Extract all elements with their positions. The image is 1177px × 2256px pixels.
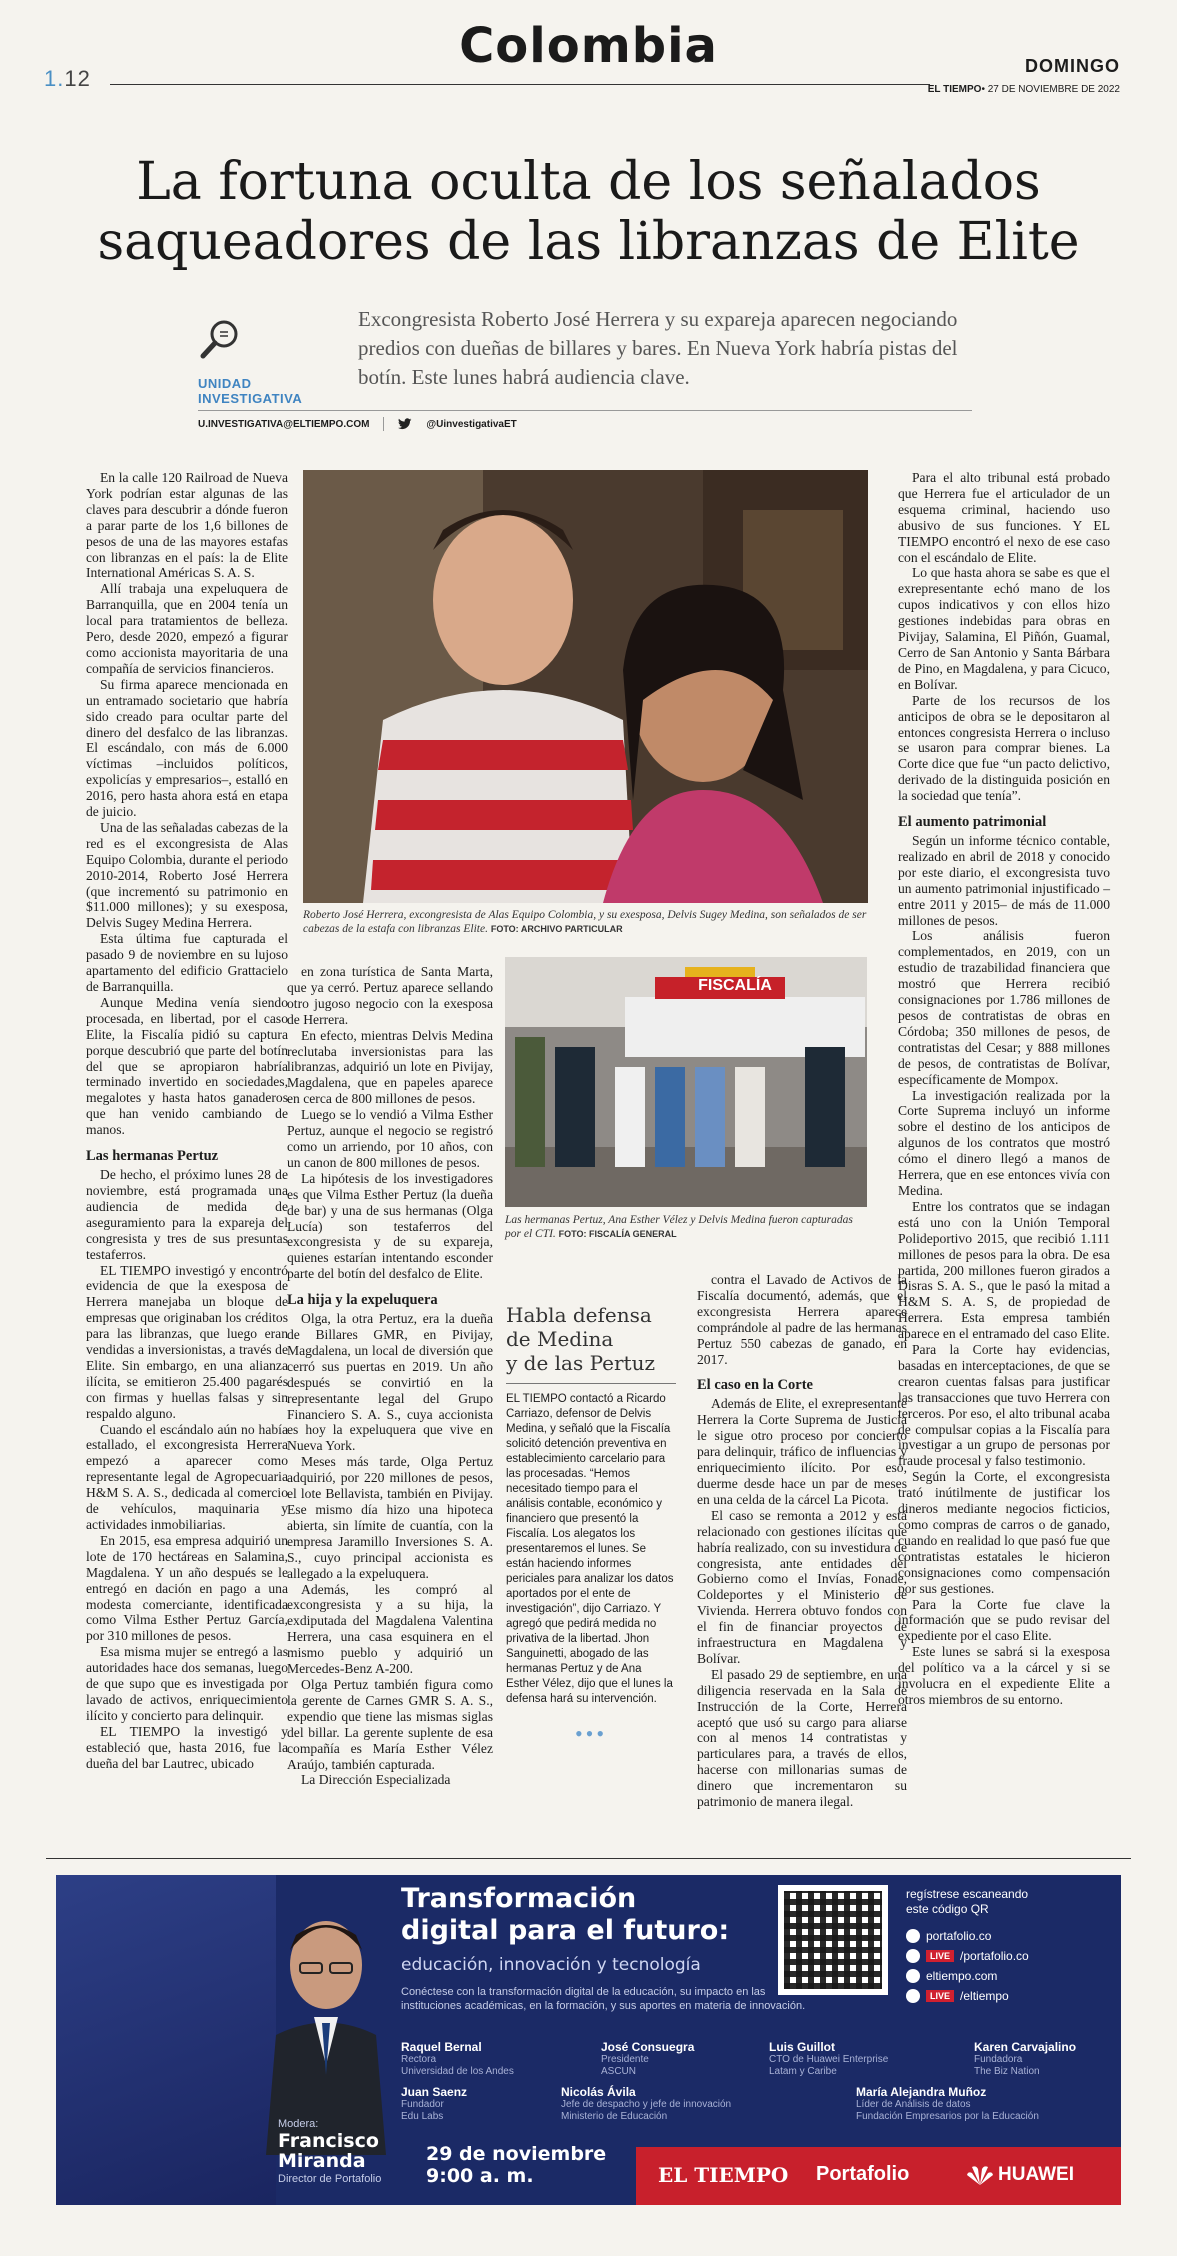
speaker-card: Nicolás Ávila Jefe de despacho y jefe de innovación Ministerio de Educación [561,2085,732,2122]
subhead-corte: El caso en la Corte [697,1377,813,1394]
contact-bar [198,410,972,431]
huawei-logo-icon [966,2163,994,2187]
brand-portafolio: Portafolio [816,2163,910,2185]
globe-icon [906,1969,920,1983]
section-title: Colombia [459,18,718,74]
qr-code[interactable] [778,1885,888,1995]
sponsor-bar [636,2147,1121,2205]
subhead-aumento: El aumento patrimonial [898,814,1047,831]
ad-graphic-panel [56,1875,276,2205]
article-column-2: en zona turística de Santa Marta, que ya cerró. Pertuz aparece sellando otro jugoso negocio con la exesposa de Herrera. En efecto, mientras Delvis Medina reclutaba inversionistas para las libranzas, adquirió un lote en Pivijay, Magdalena, que en papeles aparece en cerca de 800 millones de pesos. Luego se lo vendió a Vilma Esther Pertuz, aunque el negocio se registró como un arriendo, por 10 años, con un canon de 800 millones de pesos. La hipótesis de los investigadores es que Vilma Esther Pertuz (la dueña de bar) y una de sus hermanas (Olga Lucía) son testaferros del excongresista y de su expareja, quienes estarían intentando esconder parte del botín del desfalco de Elite. La hija y la expeluquera Olga, la otra Pertuz, era la dueña de Billares GMR, en Pivijay, Magdalena, un local de diversión que cerró sus puertas en 2019. Un año después se convirtió en la representante legal del Grupo Financiero S. A. S., cuya accionista es hoy la expeluquera que vive en Nueva York. Meses más tarde, Olga Pertuz adquirió, por 220 millones de pesos, el lote Bellavista, también en Pivijay. Ese mismo día hizo una hipoteca abierta, sin límite de cuantía, con la empresa Jaramillo Inversiones S. A. S., cuyo principal accionista es allegado a la expeluquera. Además, les compró al excongresista y a su hija, la exdiputada del Magdalena Valentina Herrera, una casa esquinera en el mismo pueblo y adquirió un Mercedes-Benz A-200. Olga Pertuz también figura como la gerente de Carnes GMR S. A. S., expendio que tiene las mismas siglas del billar. La gerente suplente de esa compañía es María Esther Vélez Araújo, también capturada. La Dirección Especializada [287,964,493,1788]
article-column-4: Para el alto tribunal está probado que Herrera fue el articulador de un esquema criminal, haciendo uso abusivo de sus funciones. Y EL TIEMPO encontró el nexo de ese caso con el escándalo de Elite. Lo que hasta ahora se sabe es que el exrepresentante echó mano de los cupos indicativos y con ellos hizo gestiones indebidas para obras en Pivijay, Salamina, El Piñón, Guamal, Cerro de San Antonio y Santa Bárbara de Pino, en Magdalena, y para Cicuco, en Bolívar. Parte de los recursos de los anticipos de obra se le depositaron al entonces congresista Herrera o incluso se usaron para comprar bienes. La Corte dice que fue “un pacto delictivo, derivado de la distinguida posición en la sociedad que tenía”. El aumento patrimonial Según un informe técnico contable, realizado en abril de 2018 y conocido por este diario, el excongresista tuvo un aumento patrimonial injustificado –entre 2011 y 2015– de más de 11.000 millones de pesos. Los análisis fueron complementados, en 2019, con un estudio de trazabilidad financiera que mostró que Herrera recibió consignaciones por 1.786 millones de pesos de contratistas de obras en Córdoba; 350 millones de pesos, de contratistas del Cesar; y 888 millones de pesos, de contratistas de Bolívar, específicamente de Mompox. La investigación realizada por la Corte Suprema incluyó un informe sobre el destino de los anticipos de algunos de los contratos que mostró cómo el dinero llegó a manos de Herrera, que en ese entonces vivía con Medina. Entre los contratos que se indagan está uno con la Unión Temporal Polideportivo 2015, que recibió 1.111 millones de pesos para la obra. De esa partida, 200 millones fueron girados a Disras S. A. S., que le pasó la mitad a H&M S. A. S, de propiedad de Herrera. Esta empresa también aparece en el entramado del caso Elite. Para la Corte hay evidencias, basadas en interceptaciones, de que se crearon cuentas falsas para justificar las transacciones que tuvo Herrera con terceros. Por eso, el alto tribunal acaba de compulsar copias a la Fiscalía para investigar a un grupo de personas por fraude procesal y falso testimonio. Según la Corte, el excongresista trató inútilmente de justificar los dineros mediante negocios ficticios, como compras de carros o de ganado, cuando en realidad lo que pasó fue que contratistas estatales le hicieron consignaciones como compensación por sus gestiones. Para la Corte fue clave la información que se pudo revisar del expediente por el caso Elite. Este lunes se sabrá si la exesposa del político va a la cárcel y si se involucra en el expediente Elite a otros miembros de su entorno. [898,470,1110,1707]
event-date: 29 de noviembre 9:00 a. m. [426,2143,607,2187]
contact-twitter[interactable]: @UinvestigativaET [426,418,517,430]
event-advertisement[interactable] [56,1875,1121,2205]
ad-separator [46,1858,1131,1859]
speaker-card: Juan Saenz Fundador Edu Labs [401,2085,468,2122]
sidebar-heading: Habla defensa de Medina y de las Pertuz [506,1303,656,1375]
sidebar-text: EL TIEMPO contactó a Ricardo Carriazo, defensor de Delvis Medina, y señaló que la Fiscalía solicitó detención preventiva en establecimiento carcelario para las procesadas. “Hemos necesitado tiempo para el análisis contable, económico y financiero que presentó la Fiscalía. Los alegatos los presentaremos el lunes. Se están haciendo informes periciales para analizar los datos aportados por el ente de investigación”, dijo Carriazo. Y agregó que pedirá medida no privativa de la libertad. Jhon Sanguinetti, abogado de las hermanas Pertuz y de Ana Esther Vélez, dijo que el lunes la defensa hará su intervención. [506,1393,674,1705]
speaker-card: Raquel Bernal Rectora Universidad de los Andes [401,2040,514,2077]
page-number: 1.12 [44,66,91,91]
speaker-card: Karen Carvajalino Fundadora The Biz Nation [974,2040,1077,2077]
social-icon [906,1989,920,2003]
moderator-role: Director de Portafolio [278,2173,382,2185]
ellipsis-icon: ••• [574,1721,608,1746]
deck: Excongresista Roberto José Herrera y su expareja aparecen negociando predios con dueñas de billares y bares. En Nueva York habría pistas del botín. Este lunes habrá audiencia clave. [358,307,958,389]
speaker-card: María Alejandra Muñoz Líder de Análisis de datos Fundación Empresarios por la Educación [856,2085,1039,2122]
twitter-icon [398,418,412,430]
unit-label: UNIDAD INVESTIGATIVA [198,376,303,406]
ad-description: Conéctese con la transformación digital de la educación, su impacto en las instituciones académicas, en la formación, y sus aportes en materia de innovación. [401,1986,806,2012]
dateline: EL TIEMPO• 27 DE NOVIEMBRE DE 2022 [927,84,1120,95]
ad-link-eltiempo-live[interactable]: LIVE /eltiempo [906,1989,1029,2003]
globe-icon [906,1929,920,1943]
fiscalia-banner: FISCALÍA [698,977,772,994]
brand-huawei: HUAWEI [998,2164,1074,2185]
social-icon [906,1949,920,1963]
article-column-1: En la calle 120 Railroad de Nueva York podrían estar algunas de las claves para descubrir a dónde fueron a parar parte de los 1,6 billones de pesos de una de las mayores estafas con libranzas en el país: la de Elite International Américas S. A. S. Allí trabaja una expeluquera de Barranquilla, que en 2004 tenía un local para tratamientos de belleza. Pero, desde 2020, empezó a figurar como accionista mayoritaria de una compañía de servicios financieros. Su firma aparece mencionada en un entramado societario que habría sido creado para ocultar parte del dinero del desfalco de las libranzas. El escándalo, con más de 6.000 víctimas –incluidos políticos, expolicías y empresarios–, estalló en 2016, pero hasta ahora está en etapa de juicio. Una de las señaladas cabezas de la red es el excongresista de Alas Equipo Colombia, durante el periodo 2010-2014, Roberto José Herrera (que incrementó su patrimonio en $11.000 millones); y su exesposa, Delvis Sugey Medina Herrera. Esta última fue capturada el pasado 9 de noviembre en su lujoso apartamento del edificio Grattacielo de Barranquilla. Aunque Medina venía siendo procesada, en libertad, por el caso Elite, la Fiscalía pidió su captura porque descubrió que parte del botín del que se apropiaron habría terminado invertido en sociedades, megalotes y hasta hatos ganaderos que han venido cambiando de manos. Las hermanas Pertuz De hecho, el próximo lunes 28 de noviembre, está programada una audiencia de medida de aseguramiento para la expareja del congresista y tres de sus presuntas testaferros. EL TIEMPO investigó y encontró evidencia de que la exesposa de Herrera manejaba un bloque de empresas que originaban los créditos para las libranzas, que luego eran vendidas a inversionistas, a través de Elite. Sin embargo, en una alianza ilícita, se emitieron 25.400 pagarés con firmas y huellas falsas y sin respaldo alguno. Cuando el escándalo aún no había estallado, el excongresista Herrera empezó a aparecer como representante legal de Agropecuaria H&M S. A. S., dedicada al comercio de vehículos, maquinaria y actividades inmobiliarias. En 2015, esa empresa adquirió un lote de 170 hectáreas en Salamina, Magdalena. Y un año después se le entregó en dación en pago a una modesta comerciante, identificada como Vilma Esther Pertuz García, por 310 millones de pesos. Esa misma mujer se entregó a las autoridades hace dos semanas, luego de que supo que es investigada por lavado de activos, enriquecimiento ilícito y concierto para delinquir. EL TIEMPO la investigó y estableció que, hasta 2016, fue la dueña del bar Lautrec, ubicado [86,470,288,1771]
brand-eltiempo: EL TIEMPO [658,2163,789,2187]
moderator-portrait [256,1905,396,2155]
ad-links [906,1929,1029,2003]
ad-link-portafolio[interactable]: portafolio.co [906,1929,1029,1943]
ad-title: Transformación digital para el futuro: [401,1883,730,1946]
ad-link-portafolio-live[interactable]: LIVE /portafolio.co [906,1949,1029,1963]
photo-couple-caption: Roberto José Herrera, excongresista de Alas Equipo Colombia, y su exesposa, Delvis Sugey Medina, son señalados de ser cabezas de la estafa con libranzas Elite. FOTO: ARCHIVO PARTICULAR [303,909,867,935]
headline-line-2: saqueadores de las libranzas de Elite [97,212,1080,272]
moderator-name: Francisco Miranda [278,2130,379,2172]
ad-link-eltiempo[interactable]: eltiempo.com [906,1969,1029,1983]
qr-instructions: regístrese escaneando este código QR [906,1887,1029,1916]
subhead-hija: La hija y la expeluquera [287,1292,438,1309]
headline [60,152,1117,272]
sidebar-rule [506,1383,676,1384]
photo-capture [505,957,867,1207]
sidebar-box [506,1303,676,1747]
photo-capture-caption: Las hermanas Pertuz, Ana Esther Vélez y Delvis Medina fueron capturadas por el CTI. FOTO: FISCALÍA GENERAL [505,1214,853,1240]
speaker-card: Luis Guillot CTO de Huawei Enterprise Latam y Caribe [769,2040,889,2077]
magnifier-icon [198,318,242,362]
weekday: DOMINGO [1025,56,1120,76]
contact-separator [383,417,384,431]
contact-email[interactable]: U.INVESTIGATIVA@ELTIEMPO.COM [198,418,370,430]
headline-line-1: La fortuna oculta de los señalados [136,152,1041,212]
article-column-3: contra el Lavado de Activos de la Fiscalía documentó, además, que el excongresista Herrera aparece comprándole al padre de las hermanas Pertuz 550 cabezas de ganado, en 2017. El caso en la Corte Además de Elite, el exrepresentante Herrera la Corte Suprema de Justicia le sigue otro proceso por concierto para delinquir, tráfico de influencias y enriquecimiento ilícito. Por eso, duerme desde hace un par de meses en una celda de la cárcel La Picota. El caso se remonta a 2012 y está relacionado con gestiones ilícitas que habría realizado, con su investidura de congresista, ante entidades del Gobierno como el Invías, Fonade, Coldeportes y el Ministerio de Vivienda. Herrera obtuvo fondos con el fin de financiar proyectos de infraestructura en Magdalena y Bolívar. El pasado 29 de septiembre, en una diligencia reservada en la Sala de Instrucción de la Corte, Herrera aceptó que usó su cargo para aliarse con al menos 14 contratistas y particulares para, a través de ellos, hacerse con millonarias sumas de dinero que incrementaron su patrimonio de manera ilegal. [697,1272,907,1810]
speaker-card: José Consuegra Presidente ASCUN [601,2040,695,2077]
masthead-rule [110,84,930,85]
photo-couple [303,470,868,903]
ad-subtitle: educación, innovación y tecnología [401,1955,701,1975]
subhead-hermanas: Las hermanas Pertuz [86,1148,219,1165]
moderator-label: Modera: [278,2118,319,2130]
